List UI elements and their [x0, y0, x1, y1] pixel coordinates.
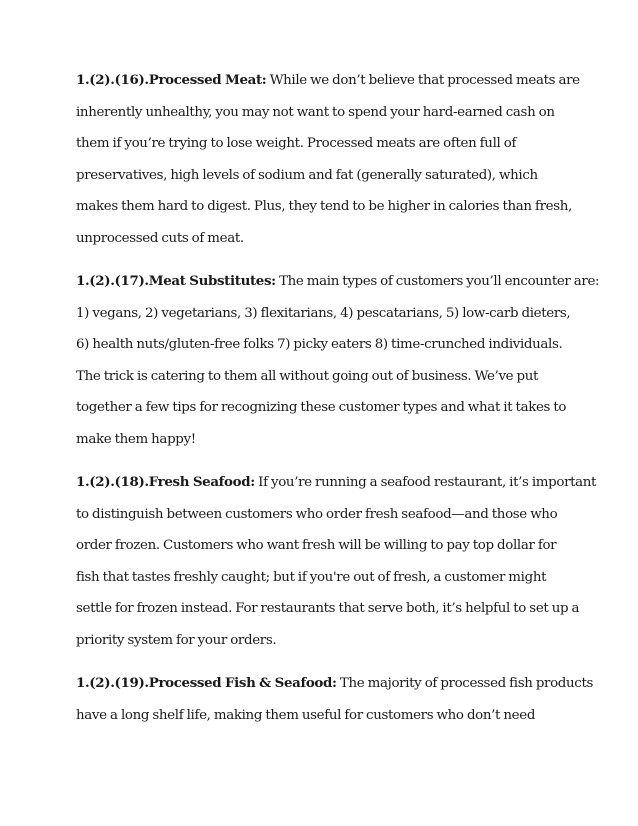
paragraph-line — [76, 65, 598, 97]
section-heading: 1.(2).(18).Fresh Seafood: — [76, 474, 255, 490]
paragraph-line: priority system for your orders. — [76, 632, 277, 648]
paragraph-line: order frozen. Customers who want fresh will be willing to pay top dollar for — [76, 538, 557, 553]
paragraph-line: settle for frozen instead. For restaurants that serve both, it’s helpful to set up a — [76, 601, 580, 616]
section-fresh-seafood — [76, 467, 598, 656]
paragraph-text: If you’re running a seafood restaurant, it’s important — [254, 475, 597, 490]
paragraph-line: inherently unhealthy, you may not want to spend your hard-earned cash on — [76, 104, 555, 120]
paragraph-text: The main types of customers you’ll encounter are: — [275, 274, 600, 289]
section-heading: 1.(2).(17).Meat Substitutes: — [76, 273, 276, 289]
paragraph-line — [76, 266, 598, 298]
paragraph-text: The majority of processed fish products — [336, 676, 594, 691]
paragraph-line: fish that tastes freshly caught; but if you're out of fresh, a customer might — [76, 569, 547, 585]
paragraph-line — [76, 467, 598, 499]
paragraph-line: make them happy! — [76, 431, 196, 447]
paragraph-line: to distinguish between customers who order fresh seafood—and those who — [76, 506, 558, 522]
section-heading: 1.(2).(16).Processed Meat: — [76, 72, 267, 88]
paragraph-line: preservatives, high levels of sodium and fat (generally saturated), which — [76, 167, 538, 183]
paragraph-line: together a few tips for recognizing these customer types and what it takes to — [76, 400, 567, 415]
section-processed-meat — [76, 65, 598, 254]
paragraph-line: have a long shelf life, making them useful for customers who don’t need — [76, 707, 536, 723]
paragraph-line: unprocessed cuts of meat. — [76, 230, 244, 246]
section-heading: 1.(2).(19).Processed Fish & Seafood: — [76, 675, 337, 691]
paragraph-line: makes them hard to digest. Plus, they tend to be higher in calories than fresh, — [76, 199, 572, 214]
paragraph-line: them if you’re trying to lose weight. Processed meats are often full of — [76, 136, 517, 151]
paragraph-text: While we don’t believe that processed meats are — [266, 73, 580, 88]
section-processed-fish-seafood — [76, 668, 598, 731]
paragraph-line — [76, 668, 598, 700]
paragraph-line: The trick is catering to them all without going out of business. We’ve put — [76, 368, 539, 384]
section-meat-substitutes — [76, 266, 598, 455]
paragraph-line: 6) health nuts/gluten-free folks 7) picky eaters 8) time-crunched individuals. — [76, 337, 563, 352]
paragraph-line: 1) vegans, 2) vegetarians, 3) flexitarians, 4) pescatarians, 5) low-carb dieters, — [76, 305, 571, 321]
